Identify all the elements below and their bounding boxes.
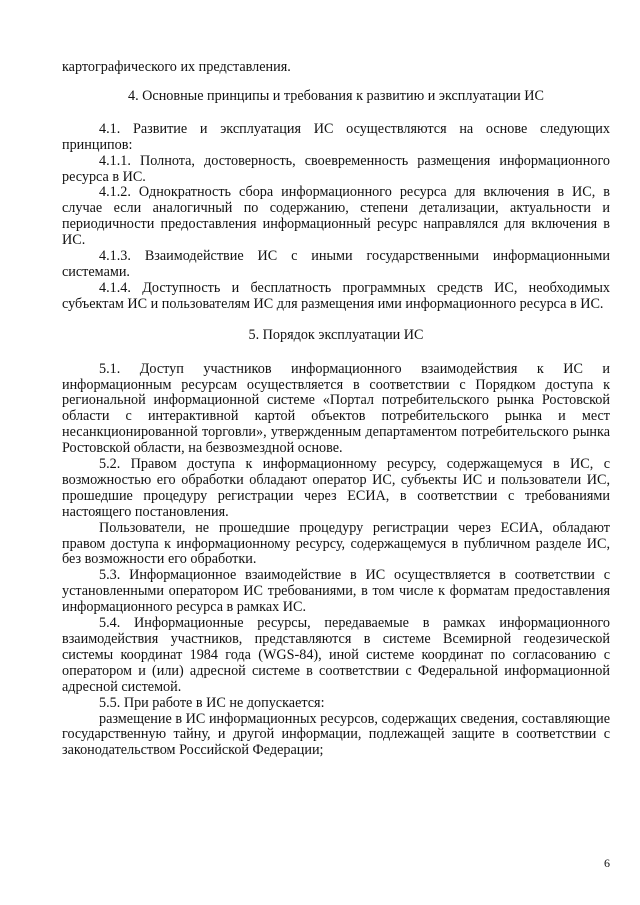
paragraph-users-access: Пользователи, не прошедшие процедуру регистрации через ЕСИА, обладают правом доступа к информационному ресурсу, содержащемуся в публичном разделе ИС, без возможности его обработки.: [62, 519, 610, 568]
paragraph-4-1-1: 4.1.1. Полнота, достоверность, своевременность размещения информационного ресурса в ИС.: [62, 152, 610, 185]
paragraph-5-3: 5.3. Информационное взаимодействие в ИС осуществляется в соответствии с установленными оператором ИС требованиями, в том числе к форматам предоставления информационного ресурса в рамках ИС.: [62, 567, 610, 616]
paragraph-4-1-4: 4.1.4. Доступность и бесплатность программных средств ИС, необходимых субъектам ИС и пользователям ИС для размещения ими информационного ресурса в ИС.: [62, 279, 610, 312]
paragraph-restriction-item: размещение в ИС информационных ресурсов, содержащих сведения, составляющие государственную тайну, и другой информации, подлежащей защите в соответствии с законодательством Российской Федерации;: [62, 710, 610, 759]
paragraph-5-1: 5.1. Доступ участников информационного взаимодействия к ИС и информационным ресурсам осуществляется в соответствии с Порядком доступа к региональной информационной системе «Портал потребительского рынка Ростовской области с интерактивной картой объектов потребительского рынка и мест несанкционированной торговли», утвержденным департаментом потребительского рынка Ростовской области, на безвозмездной основе.: [62, 360, 610, 457]
paragraph-4-1-2: 4.1.2. Однократность сбора информационного ресурса для включения в ИС, в случае если аналогичный по содержанию, степени детализации, актуальности и периодичности предоставления информационный ресурс направлялся для включения в ИС.: [62, 184, 610, 249]
paragraph-4-1: 4.1. Развитие и эксплуатация ИС осуществляются на основе следующих принципов:: [62, 120, 610, 153]
continuation-paragraph: картографического их представления.: [62, 59, 291, 75]
section-5-heading: 5. Порядок эксплуатации ИС: [248, 326, 424, 343]
paragraph-4-1-3: 4.1.3. Взаимодействие ИС с иными государственными информационными системами.: [62, 248, 610, 280]
document-body: [62, 60, 610, 759]
paragraph-5-5: 5.5. При работе в ИС не допускается:: [99, 694, 325, 711]
paragraph-5-4: 5.4. Информационные ресурсы, передаваемые в рамках информационного взаимодействия участников, представляются в системе Всемирной геодезической системы координат 1984 года (WGS-84), иной системе координат по согласованию с оператором и (или) адресной системе в соответствии с Федеральной информационной адресной системой.: [62, 615, 610, 695]
paragraph-5-2: 5.2. Правом доступа к информационному ресурсу, содержащемуся в ИС, с возможностью его обработки обладают оператор ИС, субъекты ИС и пользователи ИС, прошедшие процедуру регистрации через ЕСИА, в соответствии с требованиями настоящего постановления.: [62, 456, 610, 520]
section-4-heading: 4. Основные принципы и требования к развитию и эксплуатации ИС: [127, 87, 545, 104]
page-number: 6: [604, 856, 610, 870]
